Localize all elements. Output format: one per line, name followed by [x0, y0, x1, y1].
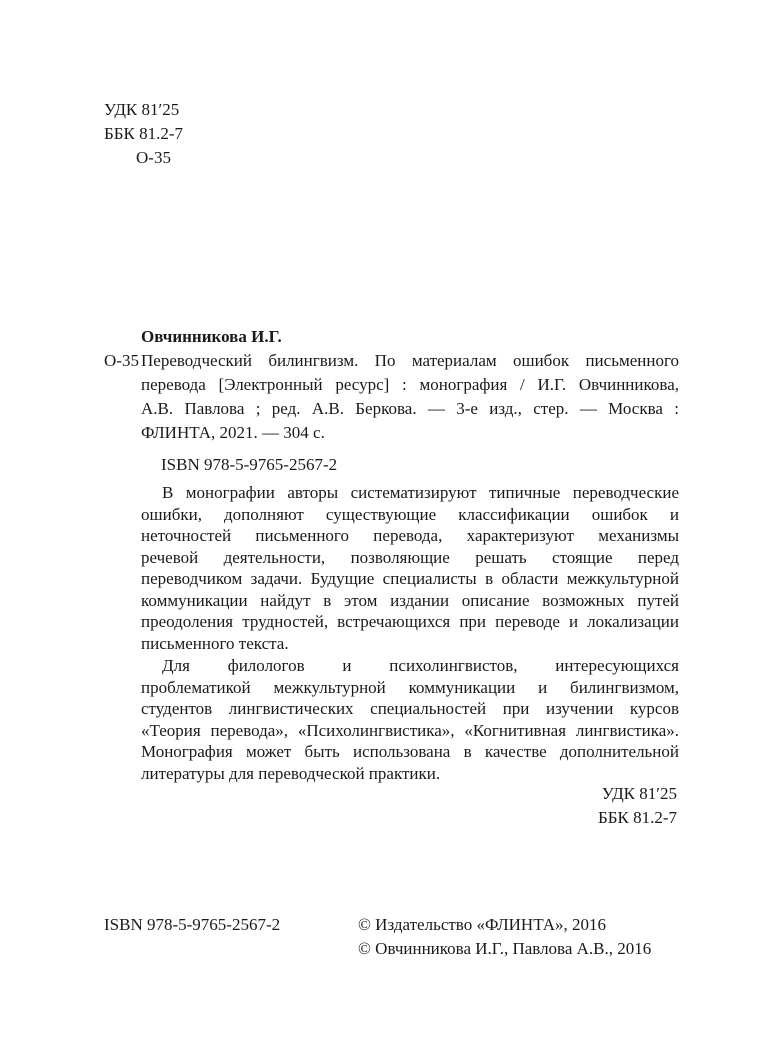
audience-paragraph	[141, 655, 679, 784]
annotation-line: проблематикой межкультурной коммуникации и билингвизмом,	[141, 677, 679, 697]
entry-isbn: ISBN 978-5-9765-2567-2	[161, 455, 338, 474]
copyright-authors: © Овчинникова И.Г., Павлова А.В., 2016	[358, 939, 652, 958]
annotation-line: письменного текста.	[141, 633, 289, 653]
bbk-code-bottom: ББК 81.2-7	[597, 808, 677, 827]
annotation-paragraph	[141, 482, 679, 654]
entry-author: Овчинникова И.Г.	[141, 327, 282, 346]
annotation-line: неточностей письменного перевода, характеризуют механизмы	[141, 526, 679, 545]
author-mark: О-35	[136, 148, 171, 167]
udk-code: УДК 81′25	[104, 100, 180, 119]
annotation-line: «Теория перевода», «Психолингвистика», «Когнитивная лингвистика».	[141, 720, 679, 740]
annotation-line: студентов лингвистических специальностей при изучении курсов	[141, 699, 679, 718]
entry-line: Переводческий билингвизм. По материалам ошибок письменного	[141, 351, 679, 370]
annotation-line: переводчиком задачи. Будущие специалисты в области межкультурной	[141, 569, 679, 588]
udk-code-bottom: УДК 81′25	[601, 784, 677, 803]
entry-line: А.В. Павлова ; ред. А.В. Беркова. — 3-е изд., стер. — Москва :	[141, 399, 679, 418]
annotation-line: речевой деятельности, позволяющие решать стоящие перед	[141, 547, 679, 567]
entry-line: перевода [Электронный ресурс] : монография / И.Г. Овчинникова,	[141, 375, 679, 394]
annotation-line: коммуникации найдут в этом издании описание возможных путей	[141, 590, 679, 610]
annotation-line: Для филологов и психолингвистов, интересующихся	[162, 656, 679, 675]
entry-line: ФЛИНТА, 2021. — 304 с.	[141, 423, 325, 442]
entry-author-mark: О-35	[104, 351, 139, 370]
bbk-code: ББК 81.2-7	[104, 124, 184, 143]
annotation-line: ошибки, дополняют существующие классификации ошибок и	[141, 504, 679, 524]
footer-isbn: ISBN 978-5-9765-2567-2	[104, 915, 281, 934]
copyright-publisher: © Издательство «ФЛИНТА», 2016	[358, 915, 607, 934]
annotation-line: преодоления трудностей, встречающихся при переводе и локализации	[141, 612, 679, 631]
annotation-line: В монографии авторы систематизируют типичные переводческие	[162, 483, 679, 502]
annotation-line: литературы для переводческой практики.	[141, 763, 441, 783]
annotation-line: Монография может быть использована в качестве дополнительной	[141, 742, 679, 761]
